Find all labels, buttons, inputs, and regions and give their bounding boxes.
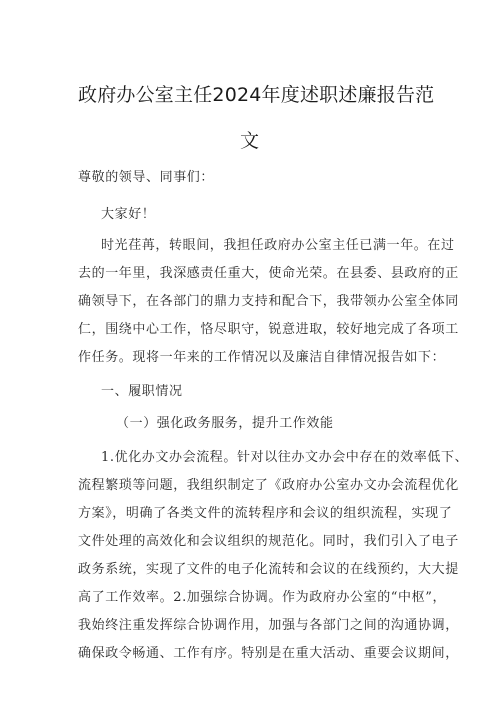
paragraph-line: 我始终注重发挥综合协调作用，加强与各部门之间的沟通协调，: [78, 618, 459, 633]
section-heading: 一、履职情况: [101, 384, 183, 399]
document-title-line-1: 政府办公室主任2024年度述职述廉报告范: [78, 84, 435, 106]
paragraph-line: 作任务。现将一年来的工作情况以及廉洁自律情况报告如下：: [78, 350, 446, 365]
paragraph-line: 高了工作效率。2.加强综合协调。作为政府办公室的“中枢”，: [78, 590, 447, 605]
paragraph-line: 确保政令畅通、工作有序。特别是在重大活动、重要会议期间，: [78, 646, 459, 661]
greeting: 大家好！: [101, 207, 156, 222]
paragraph-line: 确领导下，在各部门的鼎力支持和配合下，我带领办公室全体同: [78, 294, 459, 309]
paragraph-line: 仁，围绕中心工作，恪尽职守，锐意进取，较好地完成了各项工: [78, 322, 459, 337]
paragraph-line: 文件处理的高效化和会议组织的规范化。同时，我们引入了电子: [78, 534, 459, 549]
salutation: 尊敬的领导、同事们：: [78, 170, 215, 185]
document-title-line-2: 文: [240, 130, 260, 152]
subsection-heading: （一）强化政务服务，提升工作效能: [116, 416, 334, 431]
paragraph-line: 政务系统，实现了文件的电子化流转和会议的在线预约，大大提: [78, 562, 459, 577]
paragraph-line: 时光荏苒，转眼间，我担任政府办公室主任已满一年。在过: [101, 238, 455, 253]
paragraph-line: 1.优化办文办会流程。针对以往办文办会中存在的效率低下、: [101, 450, 469, 465]
paragraph-line: 方案》，明确了各类文件的流转程序和会议的组织流程，实现了: [78, 506, 453, 521]
paragraph-line: 流程繁琐等问题，我组织制定了《政府办公室办文办会流程优化: [78, 478, 459, 493]
paragraph-line: 去的一年里，我深感责任重大，使命光荣。在县委、县政府的正: [78, 266, 459, 281]
